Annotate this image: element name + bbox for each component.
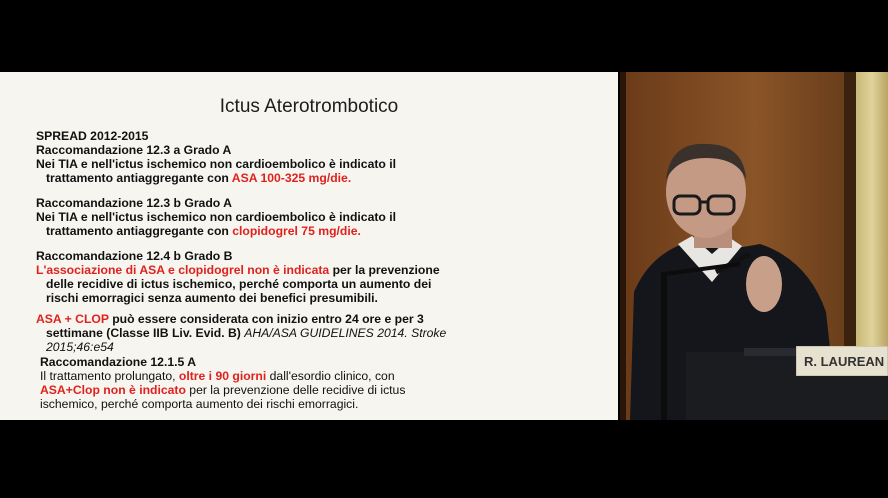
rec-line — [36, 312, 446, 326]
nameplate-text: R. LAUREAN — [804, 354, 885, 369]
rec-line — [36, 263, 440, 277]
rec-line — [40, 383, 405, 397]
rec-line — [36, 224, 396, 238]
rec-title: Raccomandazione 12.3 b Grado A — [36, 196, 232, 210]
recommendation-12-1-5a — [40, 355, 405, 411]
rec-line: rischi emorragici senza aumento dei benefici presumibili. — [46, 291, 378, 305]
rec-title: Raccomandazione 12.3 a Grado A — [36, 143, 232, 157]
rec-highlight: ASA + CLOP — [36, 312, 109, 326]
rec-highlight: L'associazione di ASA e clopidogrel non è indicata — [36, 263, 330, 277]
rec-text: trattamento antiaggregante con — [46, 224, 233, 238]
rec-line — [40, 369, 405, 383]
rec-line: delle recidive di ictus ischemico, perché comporta un aumento dei — [46, 277, 432, 291]
citation: AHA/ASA GUIDELINES 2014. Stroke — [244, 326, 447, 340]
recommendation-12-3b — [36, 196, 396, 238]
rec-line — [36, 326, 446, 340]
rec-highlight: clopidogrel 75 mg/die. — [232, 224, 361, 238]
rec-text: può essere considerata con inizio entro 24 ore e per 3 — [108, 312, 424, 326]
spread-heading-text: SPREAD 2012-2015 — [36, 129, 149, 143]
rec-text: per la prevenzione delle recidive di ictus — [185, 383, 406, 397]
rec-text: Il trattamento prolungato, — [40, 369, 179, 383]
recommendation-12-3a — [36, 143, 396, 185]
rec-title: Raccomandazione 12.1.5 A — [40, 355, 197, 369]
rec-line: Nei TIA e nell'ictus ischemico non cardioembolico è indicato il — [36, 210, 397, 224]
panel-edge — [620, 72, 626, 420]
speaker-video — [620, 72, 888, 420]
rec-line — [36, 171, 396, 185]
rec-text: settimane (Classe IIB Liv. Evid. B) — [46, 326, 245, 340]
rec-line: Nei TIA e nell'ictus ischemico non cardioembolico è indicato il — [36, 157, 397, 171]
slide-title: Ictus Aterotrombotico — [219, 96, 399, 117]
recommendation-12-4b — [36, 249, 440, 305]
speaker-hand — [746, 256, 782, 312]
aha-guideline-note — [36, 312, 446, 354]
rec-highlight: oltre i 90 giorni — [178, 369, 267, 383]
rec-text: per la prevenzione — [329, 263, 440, 277]
nameplate — [796, 346, 888, 376]
rec-highlight: ASA+Clop non è indicato — [40, 383, 186, 397]
citation: 2015;46:e54 — [46, 340, 114, 354]
rec-highlight: ASA 100-325 mg/die. — [231, 171, 352, 185]
presentation-slide — [0, 72, 618, 420]
rec-text: dall'esordio clinico, con — [266, 369, 395, 383]
rec-line: ischemico, perché comporta aumento dei rischi emorragici. — [40, 397, 359, 411]
spread-heading — [36, 129, 148, 143]
rec-title: Raccomandazione 12.4 b Grado B — [36, 249, 233, 263]
rec-text: trattamento antiaggregante con — [46, 171, 232, 185]
